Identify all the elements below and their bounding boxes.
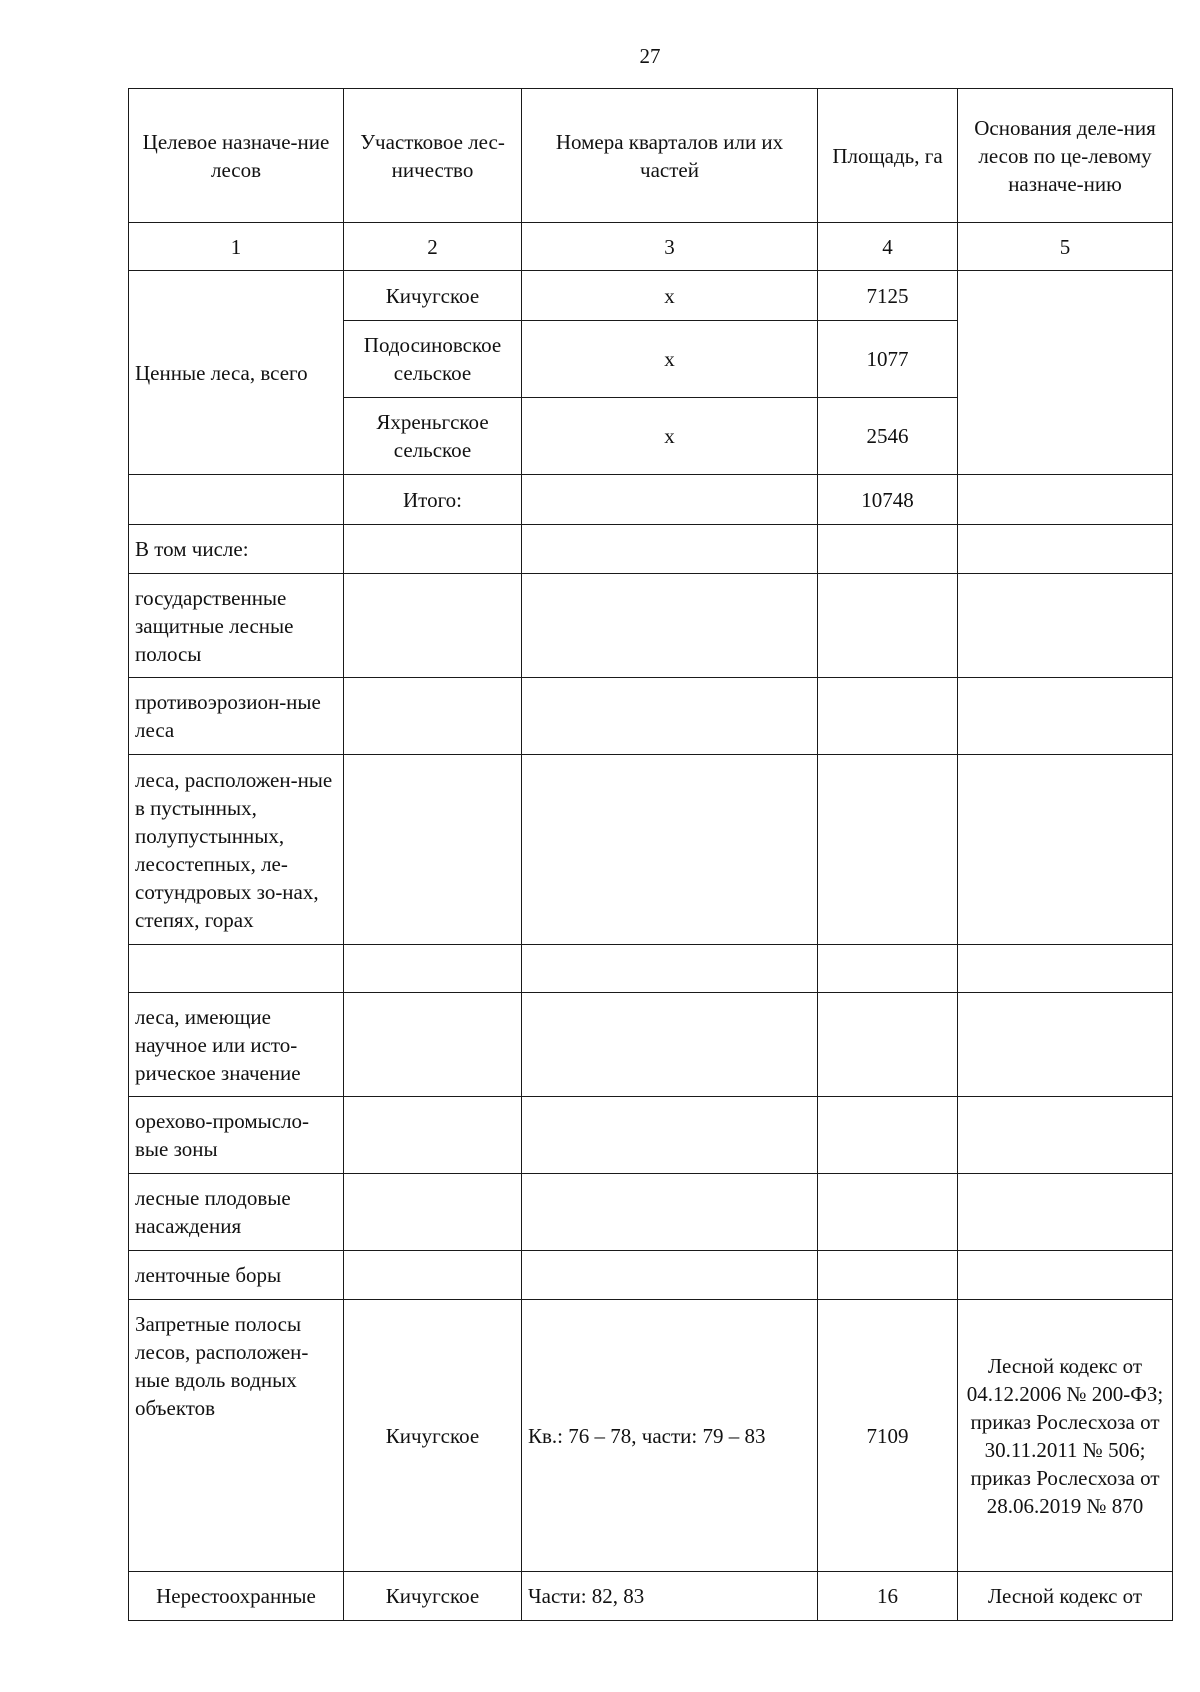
valuable-forests-label: Ценные леса, всего <box>129 271 344 475</box>
forestry-cell: Подосиновское сельское <box>344 321 522 398</box>
column-number: 5 <box>958 223 1173 271</box>
empty-cell <box>522 475 818 525</box>
table-row <box>129 755 1173 945</box>
category-label: орехово-промысло-вые зоны <box>129 1097 344 1174</box>
header-quarters: Номера кварталов или их частей <box>522 89 818 223</box>
table-row <box>129 1251 1173 1300</box>
header-basis: Основания деле-ния лесов по це-левому назначе-нию <box>958 89 1173 223</box>
forest-purpose-table <box>128 88 1173 1621</box>
area-cell: 7125 <box>818 271 958 321</box>
table-row <box>129 945 1173 993</box>
area-cell: 1077 <box>818 321 958 398</box>
spawning-row <box>129 1572 1173 1621</box>
category-label: государственные защитные лесные полосы <box>129 574 344 678</box>
header-area: Площадь, га <box>818 89 958 223</box>
page-number: 27 <box>639 44 661 68</box>
column-number: 4 <box>818 223 958 271</box>
total-row <box>129 475 1173 525</box>
column-number-row <box>129 223 1173 271</box>
quarters-cell: Кв.: 76 – 78, части: 79 – 83 <box>522 1300 818 1572</box>
spawning-label: Нерестоохранные <box>129 1572 344 1621</box>
quarters-cell: Части: 82, 83 <box>522 1572 818 1621</box>
basis-cell <box>958 271 1173 475</box>
empty-cell <box>129 475 344 525</box>
quarters-cell: х <box>522 398 818 475</box>
table-row <box>129 678 1173 755</box>
prohibited-strips-label: Запретные полосы лесов, расположен-ные вдоль водных объектов <box>129 1300 344 1572</box>
basis-cell: Лесной кодекс от 04.12.2006 № 200-ФЗ; приказ Рослесхоза от 30.11.2011 № 506; приказ Рослесхоза от 28.06.2019 № 870 <box>958 1300 1173 1572</box>
area-cell: 16 <box>818 1572 958 1621</box>
total-area: 10748 <box>818 475 958 525</box>
quarters-cell: х <box>522 321 818 398</box>
quarters-cell: х <box>522 271 818 321</box>
prohibited-strips-row <box>129 1300 1173 1572</box>
area-cell: 7109 <box>818 1300 958 1572</box>
column-number: 1 <box>129 223 344 271</box>
table-row <box>129 574 1173 678</box>
header-forestry: Участковое лес-ничество <box>344 89 522 223</box>
category-label: лесные плодовые насаждения <box>129 1174 344 1251</box>
basis-cell: Лесной кодекс от <box>958 1572 1173 1621</box>
category-label: леса, расположен-ные в пустынных, полупустынных, лесостепных, ле-сотундровых зо-нах, степях, горах <box>129 755 344 945</box>
table-row <box>129 271 1173 321</box>
header-purpose: Целевое назначе-ние лесов <box>129 89 344 223</box>
forestry-cell: Кичугское <box>344 1572 522 1621</box>
table-row <box>129 525 1173 574</box>
category-label: леса, имеющие научное или исто-рическое значение <box>129 993 344 1097</box>
category-label: противоэрозион-ные леса <box>129 678 344 755</box>
category-label: ленточные боры <box>129 1251 344 1300</box>
table-row <box>129 1097 1173 1174</box>
column-number: 2 <box>344 223 522 271</box>
table-row <box>129 1174 1173 1251</box>
area-cell: 2546 <box>818 398 958 475</box>
table-row <box>129 993 1173 1097</box>
column-number: 3 <box>522 223 818 271</box>
forestry-cell: Кичугское <box>344 1300 522 1572</box>
including-label: В том числе: <box>129 525 344 574</box>
forestry-cell: Яхреньгское сельское <box>344 398 522 475</box>
header-row <box>129 89 1173 223</box>
forestry-cell: Кичугское <box>344 271 522 321</box>
total-label: Итого: <box>344 475 522 525</box>
empty-cell <box>958 475 1173 525</box>
category-label <box>129 945 344 993</box>
